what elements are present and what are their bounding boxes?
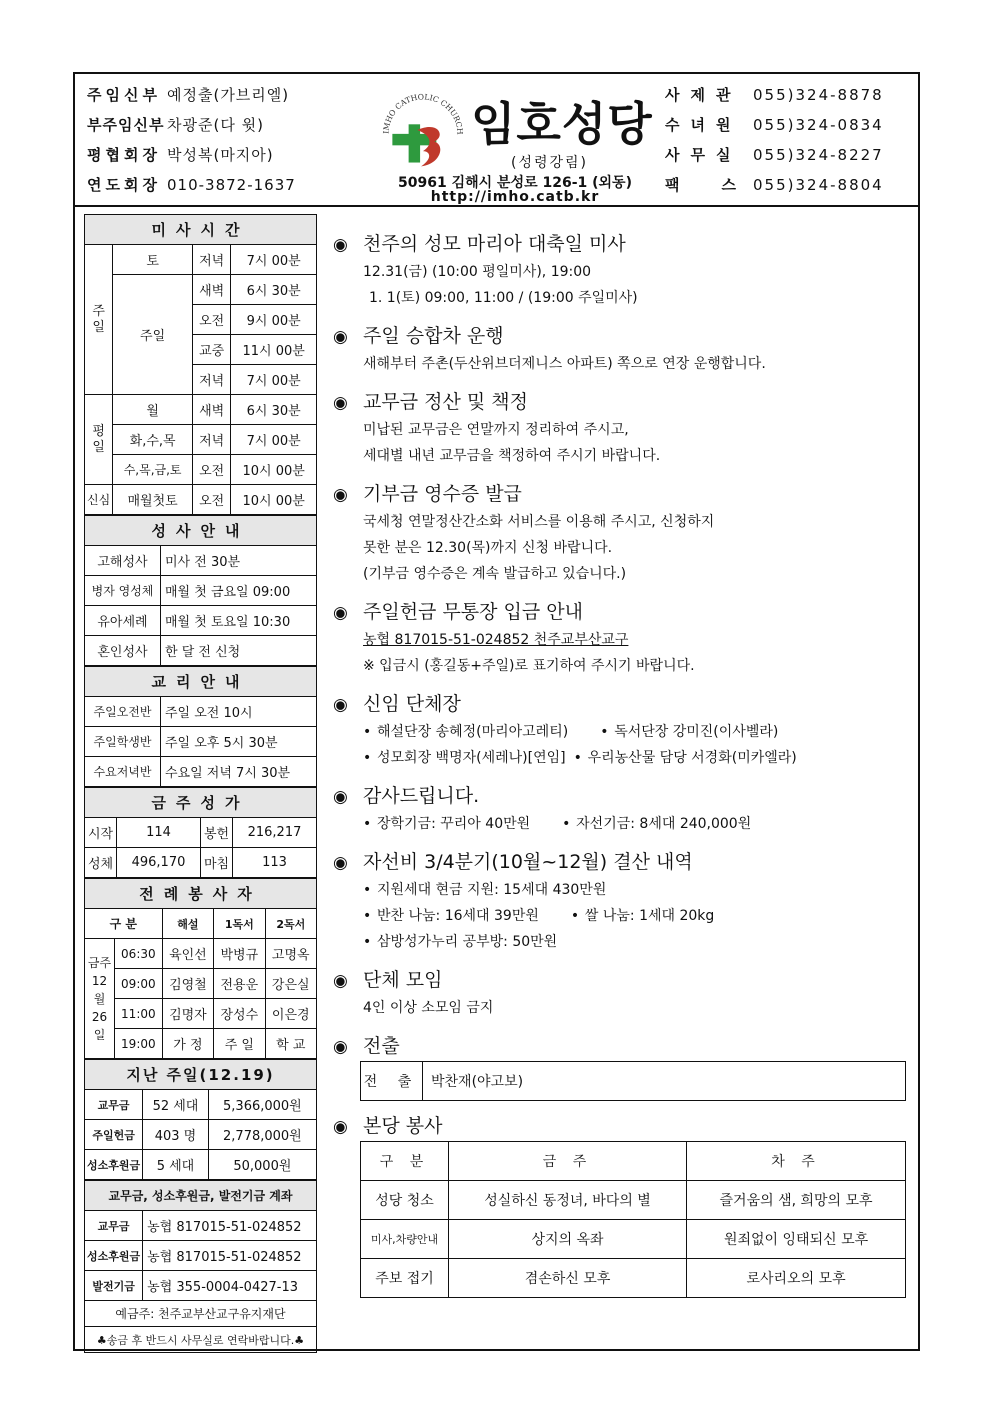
section-bank-transfer: ◉ 주일헌금 무통장 입금 안내 농협 817015-51-024852 천주교부산교구 ※ 입금시 (홍길동+주일)로 표기하여 주시기 바랍니다.	[333, 601, 695, 674]
mass-schedule-title: 미사시간	[85, 215, 317, 245]
section-van-service: ◉ 주일 승합차 운행 새해부터 주촌(두산위브더제니스 아파트) 쪽으로 연장 운행합니다.	[333, 325, 766, 372]
church-url[interactable]: http://imho.catb.kr	[430, 189, 600, 205]
rectory-phone-row: 사제관 055)324-8878	[665, 86, 884, 104]
section-new-year-mass: ◉ 천주의 성모 마리아 대축일 미사 12.31(금) (10:00 평일미사), 19:00 1. 1(토) 09:00, 11:00 / (19:00 주일미사)	[333, 233, 638, 306]
sidebar	[84, 214, 317, 1353]
transfer-out-table: 전 출 박찬재(야고보)	[360, 1061, 906, 1101]
section-parish-service: ◉ 본당 봉사 구 분 금 주 차 주 성당 청소 성실하신 동정녀, 바다의 별 즐거움의 샘, 희망의 모후 미사,차량안내 상지의 옥좌 원죄없이 잉태되신 모후 주보 접기 겸손하신 모후 로사리오의 모후	[333, 1111, 913, 1298]
section-charity-report: ◉ 자선비 3/4분기(10월~12월) 결산 내역 • 지원세대 현금 지원: 15세대 430만원 • 반찬 나눔: 16세대 39만원 • 쌀 나눔: 1세대 20kg • 삼방성가누리 공부방: 50만원	[333, 851, 715, 950]
pastor-row: 주임신부 예정출(가브리엘)	[87, 86, 290, 104]
liturgy-servers-table: 전례봉사자 구 분 해설 1독서 2독서 금주 12월 26일 06:30 육인선 박병규 고명옥 09:00 김영철 전용운 강은실 11:00 김명자 장성수 이은경 19:00 가 정 주 일 학 교	[84, 878, 317, 1059]
fax-row: 팩스055)324-8804	[665, 176, 884, 194]
section-group-meeting: ◉ 단체 모임 4인 이상 소모임 금지	[333, 969, 494, 1016]
church-logo	[379, 88, 465, 174]
section-dues: ◉ 교무금 정산 및 책정 미납된 교무금은 연말까지 정리하여 주시고, 세대별 내년 교무금을 책정하여 주시기 바랍니다.	[333, 391, 661, 464]
office-phone-row: 사무실 055)324-8227	[665, 146, 884, 164]
section-transfer-out: ◉ 전출 전 출 박찬재(야고보)	[333, 1031, 913, 1101]
hymn-table: 금주성가 시작 114 봉헌 216,217 성체 496,170 마침 113	[84, 787, 317, 878]
section-donation-receipt: ◉ 기부금 영수증 발급 국세청 연말정산간소화 서비스를 이용해 주시고, 신청하지 못한 분은 12.30(목)까지 신청 바랍니다. (기부금 영수증은 계속 발급하고 있습니다.)	[333, 483, 715, 582]
parish-service-table: 구 분 금 주 차 주 성당 청소 성실하신 동정녀, 바다의 별 즐거움의 샘, 희망의 모후 미사,차량안내 상지의 옥좌 원죄없이 잉태되신 모후 주보 접기 겸손하신 모후 로사리오의 모후	[360, 1141, 906, 1298]
header	[75, 74, 918, 207]
sacrament-table: 성사안내 고해성사 미사 전 30분 병자 영성체 매월 첫 금요일 09:00 유아세례 매월 첫 토요일 10:30 혼인성사 한 달 전 신청	[84, 515, 317, 666]
header-left	[87, 80, 347, 200]
header-right	[665, 80, 915, 200]
assistant-pastor-row: 부주임신부 차광준(다 윗)	[87, 116, 264, 134]
doctrine-table: 교리안내 주일오전반 주일 오전 10시 주일학생반 주일 오후 5시 30분 수요저녁반 수요일 저녁 7시 30분	[84, 666, 317, 787]
church-logo-block	[375, 84, 655, 204]
svg-text:IMHO CATHOLIC CHURCH: IMHO CATHOLIC CHURCH	[381, 92, 465, 135]
church-subtitle: (성령강림)	[511, 155, 589, 171]
section-thanks: ◉ 감사드립니다. • 장학기금: 꾸리아 40만원 • 자선기금: 8세대 240,000원	[333, 785, 752, 832]
convent-phone-row: 수녀원 055)324-0834	[665, 116, 884, 134]
last-sunday-table: 지난 주일(12.19) 교무금 52 세대 5,366,000원 주일헌금 403 명 2,778,000원 성소후원금 5 세대 50,000원	[84, 1059, 317, 1180]
accounts-table: 교무금, 성소후원금, 발전기금 계좌 교무금 농협 817015-51-024852 성소후원금 농협 817015-51-024852 발전기금 농협 355-0004-0427-13 예금주: 천주교부산교구유지재단 ♣송금 후 반드시 사무실로 연락바랍니다.♣	[84, 1180, 317, 1353]
announcements	[333, 229, 913, 1308]
church-address: 50961 김해시 분성로 126-1 (외동)	[398, 175, 632, 191]
council-president-row: 평협회장 박성복(마지아)	[87, 146, 274, 164]
funeral-head-row: 연도회장 010-3872-1637	[87, 176, 296, 194]
mass-schedule-table: 미사시간 주일 토 저녁 7시 00분 주일 새벽 6시 30분 오전 9시 00분 교중 11시 00분 저녁 7시 00분 평일 월 새벽 6시 30분 화,수,목 저녁 7시 00분 수,목,금,토 오전 10시 00분 신심 매월첫토 오전 10시 00분	[84, 214, 317, 515]
section-new-leaders: ◉ 신임 단체장 • 해설단장 송혜정(마리아고레티) • 독서단장 강미진(이사벨라) • 성모회장 백명자(세레나)[연임] • 우리농산물 담당 서경화(미카엘라)	[333, 693, 797, 766]
church-title: 임호성당	[471, 97, 653, 151]
bulletin-frame	[73, 72, 920, 1351]
